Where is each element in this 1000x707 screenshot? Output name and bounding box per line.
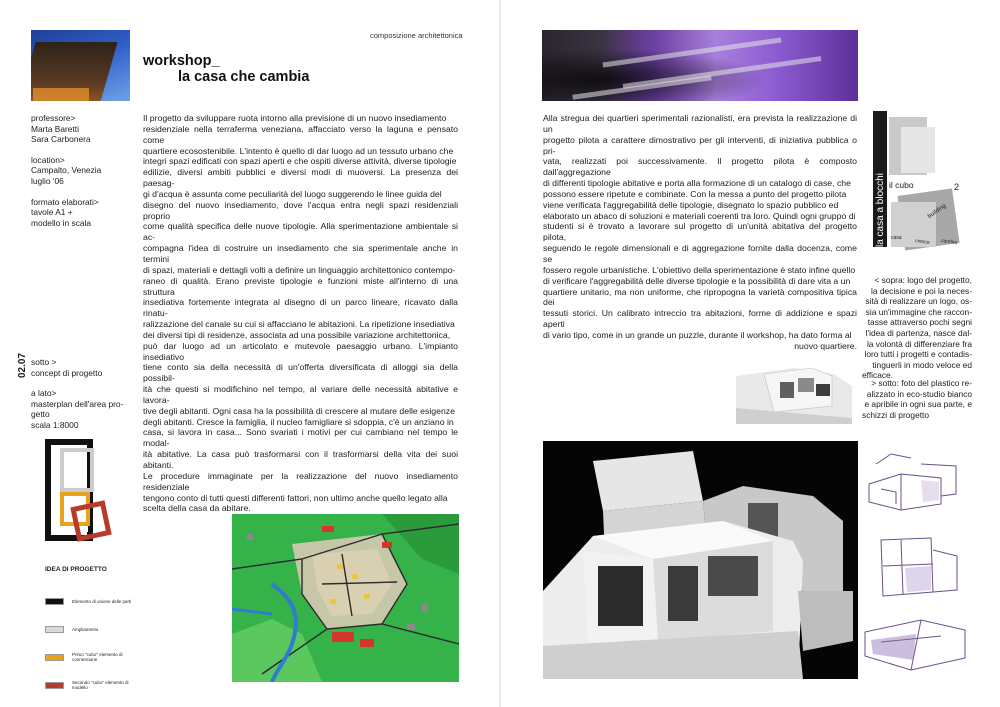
caption-line: la volontà di differenziare fra (866, 338, 972, 349)
body-line: come qualità specifica delle nuove tipologie. Alla sperimentazione ambientale si ac- (143, 221, 458, 243)
body-line: di differenti tipologie abitative e porta alla formazione di un catalogo di case, che (543, 178, 851, 189)
body-line: ità che questi si modifichino nel tempo, al variare delle necessità abitative e lavora- (143, 384, 458, 405)
body-line: disegno del nuovo insediamento, dove l'acqua entra negli spazi residenziali proprio (143, 199, 458, 221)
format-value: modello in scala (31, 217, 92, 228)
body-line: seguendo le regole dimensionali e di aggregazione fornite dalla docenza, come se (543, 243, 857, 264)
caption-line: concept di progetto (31, 367, 103, 378)
masterplan-map (232, 514, 459, 682)
body-line: dei diversi tipi di residenze, associata ad una possibile variazione architettonica, (143, 329, 451, 340)
caption-model (862, 378, 972, 420)
logo-cubo: il cubo (889, 180, 914, 190)
interior-photo (542, 30, 858, 101)
body-line: nuovo quartiere. (794, 340, 857, 351)
body-line: insediativa fortemente integrata al disegno di un parco lineare, ricavato dalla rinatu- (143, 297, 458, 319)
legend (45, 566, 195, 699)
legend-title: IDEA DI PROGETTO (45, 566, 107, 573)
caption-line: scala 1:8000 (31, 419, 79, 430)
page-number: 02.07 (17, 352, 28, 378)
body-line: degli abitanti. Cresce la famiglia, il nucleo famigliare si sdoppia, c'è un anziano in (143, 416, 454, 427)
page-title (143, 53, 309, 85)
legend-item (45, 587, 195, 615)
building-photo (31, 30, 130, 101)
body-line: raneo di qualità. Erano previste tipologie e funzioni miste all'interno di una struttura (143, 275, 458, 297)
sketch-2 (861, 530, 969, 608)
body-line: può dar luogo ad un articolato e mutevole paesaggio urbano. L'impianto insediativo (143, 340, 458, 362)
format-label: formato elaborati> (31, 196, 99, 207)
legend-swatch (45, 598, 64, 605)
model-photo-small (734, 356, 858, 426)
left-body-text (143, 113, 458, 514)
body-line: vata, realizzati poi successivamente. Il progetto pilota è composto dall'aggregazione (543, 156, 857, 178)
caption-line: efficace. (862, 370, 894, 381)
professor-name: Marta Baretti (31, 123, 79, 134)
body-line: viene verificata l'aggregabilità delle tipologie, disegnato lo spazio pubblico ed (543, 199, 839, 210)
caption-line: < sopra: logo del progetto, (874, 275, 972, 285)
logo-number: 2 (954, 182, 960, 192)
caption-line: e apribile in ogni sua parte, e (864, 399, 972, 410)
caption-line: tinguerli in modo veloce ed (872, 359, 972, 370)
legend-item (45, 643, 195, 671)
body-line: integri spazi edificati con spazi aperti e che ospiti diverse attività, diverse tipologie (143, 156, 457, 167)
caption-line: tasse attraverso pochi segni (867, 317, 972, 328)
professor-name: Sara Carbonera (31, 134, 91, 145)
caption-line: sia un'immagine che raccon- (865, 306, 972, 317)
body-line: di verificare l'aggregabilità delle diverse tipologie e la possibilità di dare vita a un (543, 275, 851, 286)
legend-label: Elemento di unione delle parti (72, 598, 132, 604)
body-line: edilizie, diversi ambiti pubblici e diversi modi di muoversi. La presenza dei paesag- (143, 167, 458, 189)
caption-line: masterplan dell'area pro- (31, 398, 124, 409)
body-line: compagna l'idea di costruire un insediamento che sia sperimentale anche in termini (143, 243, 458, 264)
body-line: quartiere ecosostenibile. L'intento è quello di dar luogo ad un tessuto urbano che (143, 145, 454, 156)
legend-label: Primo "cubo" elemento di connessione (72, 652, 123, 662)
legend-swatch (45, 654, 64, 661)
caption-line: alizzato in eco-studio bianco (866, 388, 972, 399)
body-line: elaborato un abaco di soluzioni e materiali coerenti tra loro. Quindi ogni gruppo di (543, 210, 856, 221)
format-value: tavole A1 + (31, 207, 73, 218)
caption-logo (862, 275, 972, 381)
model-photo-large (543, 441, 858, 679)
legend-item (45, 615, 195, 643)
legend-item (45, 671, 195, 699)
body-line: scelta della casa da abitare. (143, 503, 251, 514)
caption-line: > sotto: foto del plastico re- (871, 378, 972, 388)
body-line: ità abitative. La casa può trasformarsi con il trasformarsi della vita dei suoi abitanti. (143, 449, 458, 470)
body-line: gi d'acqua è assunta come peculiarità del luogo suggerendo le linee guida del (143, 188, 442, 199)
logo-building: building (927, 203, 948, 220)
location-date: luglio '06 (31, 175, 64, 186)
body-line: residenziale nella terraferma veneziana, affacciato verso la laguna e pensato come (143, 123, 458, 145)
body-line: studenti si è trovato a lavorare sul progetto di un'unità abitativa del progetto pilota, (543, 221, 857, 243)
title-line-1: workshop_ (143, 53, 220, 69)
location-label: location> (31, 154, 65, 165)
caption-line: getto (31, 409, 50, 420)
body-line: ralizzazione del canale su cui si affacciano le abitazioni. La ripetizione insediativa (143, 319, 455, 330)
title-line-2: la casa che cambia (178, 69, 310, 85)
credits (31, 113, 131, 228)
body-line: possono essere ripetute e combinate. Con la messa a punto del progetto pilota (543, 188, 847, 199)
professors-label: professore> (31, 113, 76, 123)
legend-label: Ampliamento (72, 626, 99, 632)
location-value: Campalto, Venezia (31, 165, 102, 176)
sketch-1 (861, 444, 969, 524)
body-line: tessuti storici. Un calibrato intreccio tra abitazioni, forme di addizione e spazi aperti (543, 308, 857, 330)
caption-concept (31, 357, 141, 431)
body-line: progetto pilota a carattere dimostrativo per gli interventi, di iniziativa pubblica o pri- (543, 134, 857, 156)
caption-line: la decisione e poi la neces- (870, 285, 972, 296)
legend-swatch (45, 626, 64, 633)
body-line: Le procedure immaginate per la realizzazione del nuovo insediamento residenziale (143, 470, 458, 492)
caption-line: l'idea di partenza, nasce dal- (865, 327, 972, 338)
logo-casa: casa (891, 235, 902, 241)
body-line: di spazi, materiali e dettagli volti a definire un linguaggio architettonico contempo- (143, 264, 456, 275)
logo-cambia: cambia (940, 237, 958, 247)
body-line: Alla stregua dei quartieri sperimentali razionalisti, era prevista la realizzazione di un (543, 113, 857, 134)
project-logo (871, 107, 964, 254)
caption-line: sità di realizzare un logo, os- (865, 296, 972, 307)
body-line: di vario tipo, come in un grande un puzzle, durante il workshop, ha dato forma al (543, 329, 852, 340)
concept-diagram (40, 438, 126, 546)
section-header: composizione architettonica (370, 31, 463, 40)
body-line: tengono conto di tutti questi differenti fattori, non ultimo anche quello legato alla (143, 492, 448, 503)
body-line: Il progetto da sviluppare ruota intorno alla previsione di un nuovo insediamento (143, 113, 447, 123)
sketch-3 (861, 612, 969, 674)
caption-line: sotto > (31, 357, 57, 367)
page-gutter (499, 0, 501, 707)
logo-vertical-text: la casa a blocchi (875, 173, 886, 247)
body-line: fossero regole urbanistiche. L'obiettivo della sperimentazione è stato infine quello (543, 264, 856, 275)
legend-label: Secondo "cubo" elemento di modello (72, 680, 129, 690)
caption-line: a lato> (31, 388, 57, 399)
right-body-text (543, 113, 857, 352)
body-line: tiene conto sia della necessità di un'offerta diversificata di alloggi sia della possibil- (143, 362, 458, 384)
caption-line: loro tutti i progetti e contadis- (864, 349, 972, 360)
body-line: tive degli abitanti. Ogni casa ha la possibilità di crescere al mutare delle esigenze (143, 405, 455, 416)
logo-cresce: cresce (914, 238, 931, 246)
body-line: quartiere unitario, ma non uniforme, che ripropogna la varietà compositiva tipica dei (543, 286, 857, 308)
body-line: casa, si lavora in casa... Sono svariati i motivi per cui cambiano nel tempo le modal- (143, 427, 458, 449)
caption-line: schizzi di progetto (862, 409, 930, 420)
legend-swatch (45, 682, 64, 689)
